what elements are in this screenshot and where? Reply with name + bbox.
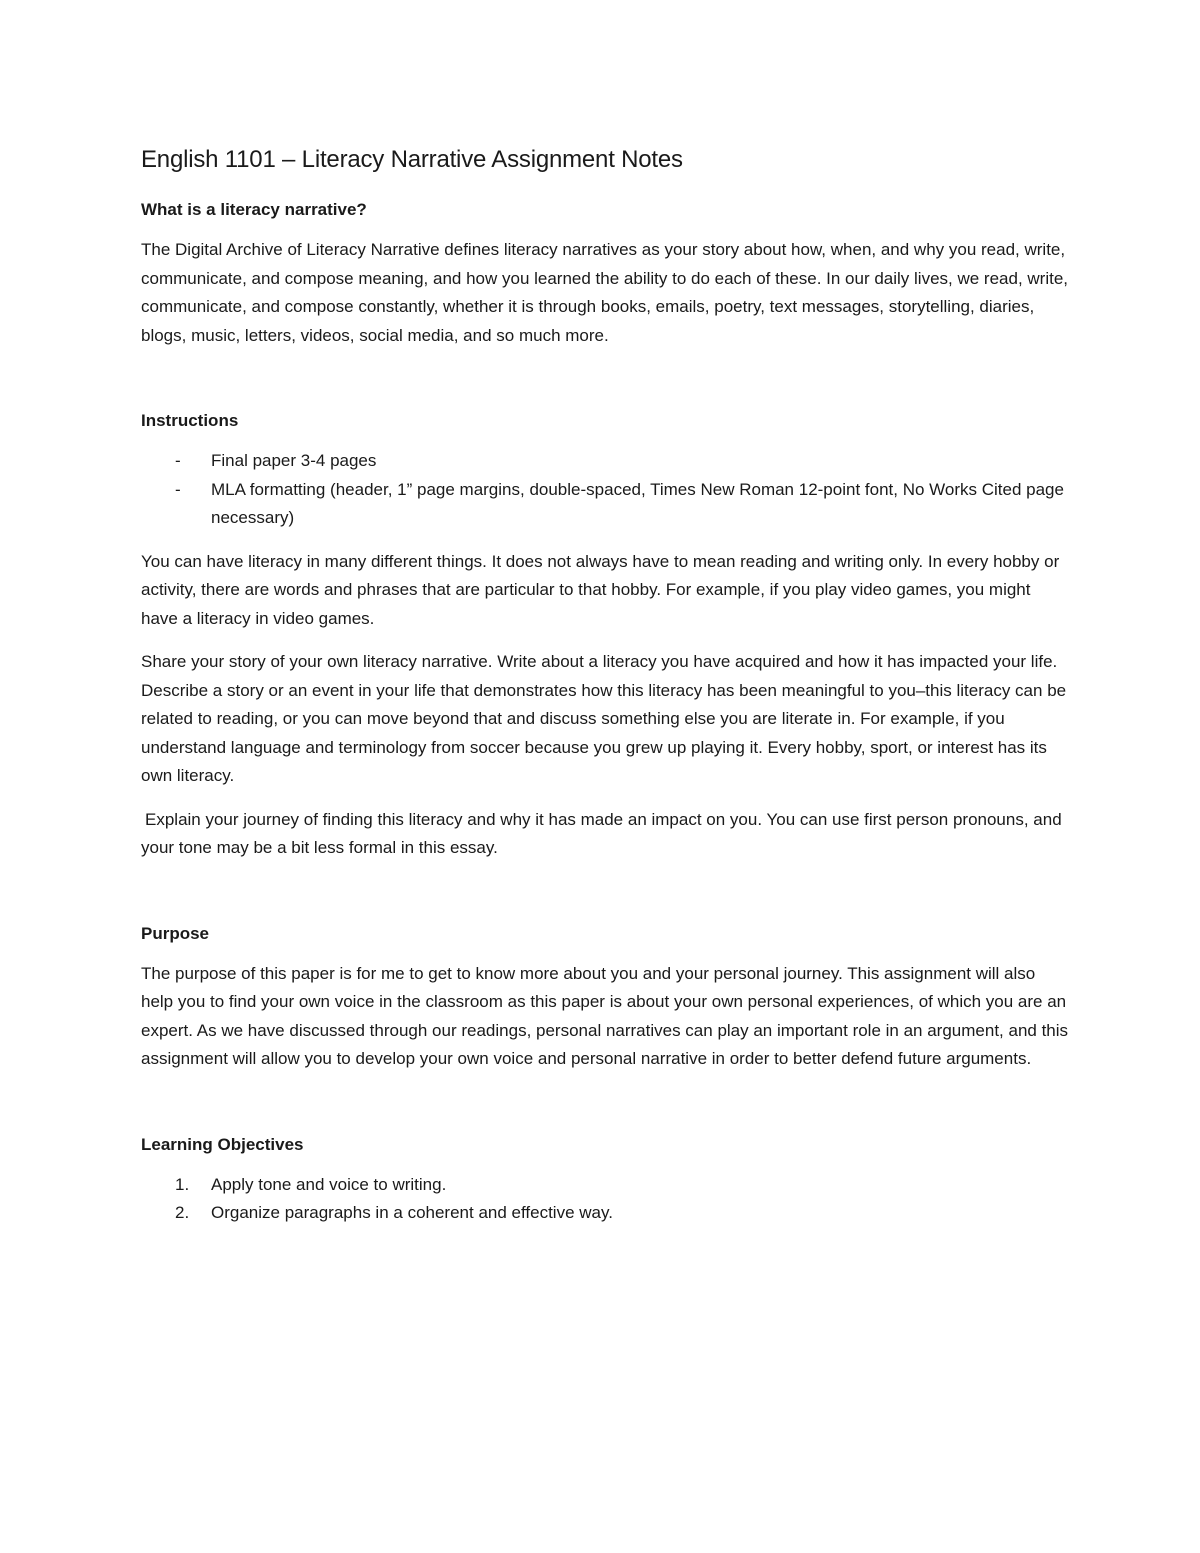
spacer — [141, 365, 1071, 407]
list-item — [141, 476, 1071, 533]
paragraph-what-is: The Digital Archive of Literacy Narrative defines literacy narratives as your story about how, when, and why you read, write, communicate, and compose meaning, and how you learned the ability to do each of these. In our daily lives, we read, write, communicate, and compose constantly, whether it is through books, emails, poetry, text messages, storytelling, diaries, blogs, music, letters, videos, social media, and so much more. — [141, 240, 1069, 345]
list-item-text: Apply tone and voice to writing. — [211, 1174, 447, 1194]
list-item-text: Final paper 3-4 pages — [211, 451, 377, 470]
spacer — [141, 878, 1071, 920]
list-item — [141, 1171, 1071, 1200]
paragraph-instructions-2: Share your story of your own literacy narrative. Write about a literacy you have acquired and how it has impacted your life. Describe a story or an event in your life that demonstrates how this literacy has been meaningful to you–this literacy can be related to reading, or you can move beyond that and discuss something else you are literate in. For example, if you understand language and terminology from soccer because you grew up playing it. Every hobby, sport, or interest has its own literacy. — [141, 652, 1067, 785]
heading-purpose: Purpose — [141, 923, 210, 943]
objectives-list — [141, 1171, 1071, 1228]
list-marker: 2. — [175, 1203, 190, 1222]
spacer — [141, 1089, 1071, 1131]
heading-what-is: What is a literacy narrative? — [141, 200, 367, 219]
list-marker: - — [175, 479, 181, 499]
list-item — [141, 447, 1071, 476]
list-item-text: MLA formatting (header, 1” page margins, double-spaced, Times New Roman 12-point font, No Works Cited page necessary) — [211, 479, 1064, 527]
instructions-list — [141, 447, 1071, 533]
paragraph-instructions-1: You can have literacy in many different things. It does not always have to mean reading and writing only. In every hobby or activity, there are words and phrases that are particular to that hobby. For example, if you play video games, you might have a literacy in video games. — [141, 551, 1060, 628]
heading-objectives: Learning Objectives — [141, 1134, 304, 1154]
heading-instructions: Instructions — [141, 411, 239, 430]
list-marker: - — [175, 451, 181, 470]
document-title: English 1101 – Literacy Narrative Assignment Notes — [141, 146, 683, 173]
paragraph-instructions-3: Explain your journey of finding this literacy and why it has made an impact on you. You can use first person pronouns, and your tone may be a bit less formal in this essay. — [141, 809, 1062, 857]
list-item-text: Organize paragraphs in a coherent and effective way. — [211, 1203, 613, 1222]
list-item — [141, 1199, 1071, 1228]
document-page — [141, 140, 1071, 1243]
paragraph-purpose: The purpose of this paper is for me to get to know more about you and your personal journey. This assignment will also help you to find your own voice in the classroom as this paper is about your own personal experiences, of which you are an expert. As we have discussed through our readings, personal narratives can play an important role in an argument, and this assignment will allow you to develop your own voice and personal narrative in order to better defend future arguments. — [141, 963, 1069, 1068]
list-marker: 1. — [175, 1174, 190, 1194]
